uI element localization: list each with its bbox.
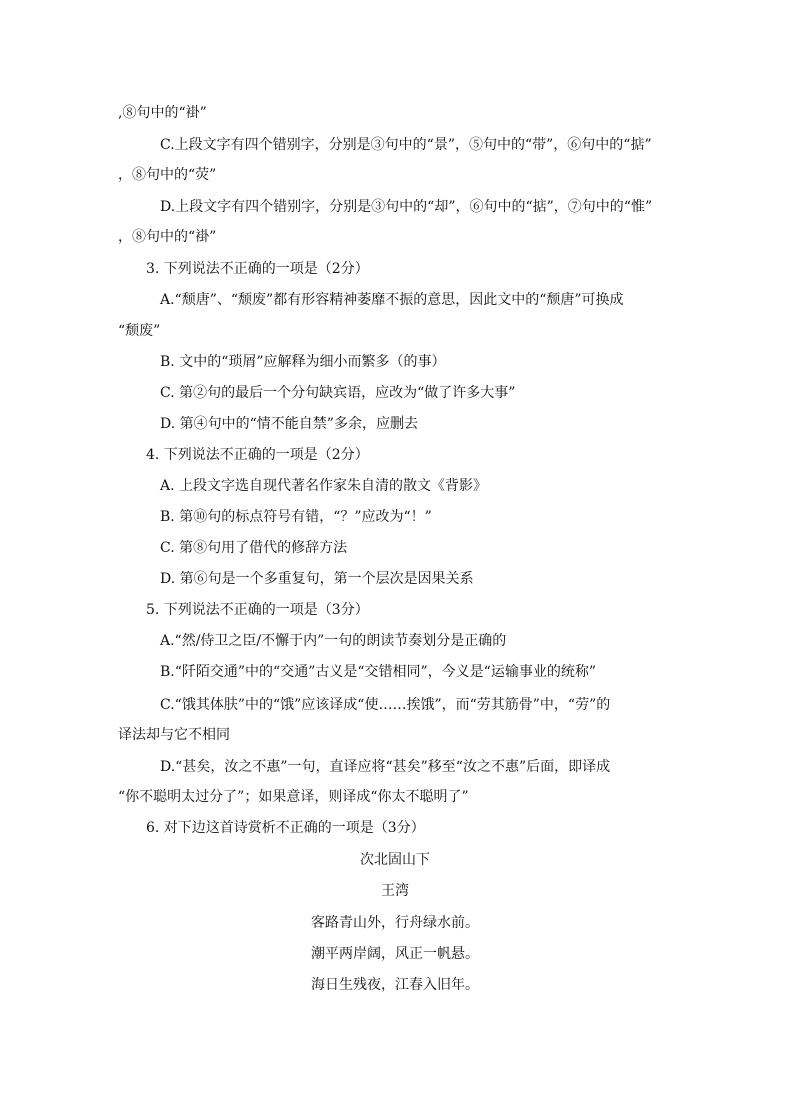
q3-option-c: C. 第②句的最后一个分句缺宾语，应改为“做了许多大事” xyxy=(160,385,516,401)
poem-line-2: 潮平两岸阔，风正一帆悬。 xyxy=(311,946,479,962)
option-c-text: C.上段文字有四个错别字，分别是③句中的“景”，⑤句中的“带”，⑥句中的“掂” xyxy=(160,137,652,153)
q5-option-a: A.“然/侍卫之臣/不懈于内”一句的朗读节奏划分是正确的 xyxy=(160,633,507,649)
q4-option-b: B. 第⑩句的标点符号有错，“？”应改为“！” xyxy=(160,509,432,525)
q3-option-a-continuation: “颓废” xyxy=(118,323,161,339)
option-d-continuation: ，⑧句中的“褂” xyxy=(118,229,217,245)
question-5: 5. 下列说法不正确的一项是（3分） xyxy=(146,602,369,618)
q5-option-b: B.“阡陌交通”中的“交通”古义是“交错相同”，今义是“运输事业的统称” xyxy=(160,664,596,680)
text-line-1: ,⑧句中的“褂” xyxy=(118,105,207,121)
option-c-continuation: ，⑧句中的“荧” xyxy=(118,167,217,183)
question-3: 3. 下列说法不正确的一项是（2分） xyxy=(146,261,369,277)
q4-option-c: C. 第⑧句用了借代的修辞方法 xyxy=(160,540,348,556)
question-4: 4. 下列说法不正确的一项是（2分） xyxy=(146,447,369,463)
q3-option-d: D. 第④句中的“情不能自禁”多余，应删去 xyxy=(160,416,418,432)
q5-option-d: D.“甚矣，汝之不惠”一句，直译应将“甚矣”移至“汝之不惠”后面，即译成 xyxy=(160,759,611,775)
poem-title: 次北固山下 xyxy=(360,852,430,868)
poem-author: 王湾 xyxy=(381,883,409,899)
q5-option-d-continuation: “你不聪明太过分了”；如果意译，则译成“你太不聪明了” xyxy=(118,789,469,805)
q3-option-a: A.“颓唐”、“颓废”都有形容精神萎靡不振的意思，因此文中的“颓唐”可换成 xyxy=(160,292,624,308)
poem-line-3: 海日生残夜，江春入旧年。 xyxy=(311,977,479,993)
q4-option-d: D. 第⑥句是一个多重复句，第一个层次是因果关系 xyxy=(160,571,474,587)
question-6: 6. 对下边这首诗赏析不正确的一项是（3分） xyxy=(146,820,425,836)
option-d-text: D.上段文字有四个错别字，分别是③句中的“却”，⑥句中的“掂”，⑦句中的“惟” xyxy=(160,199,653,215)
q5-option-c-continuation: 译法却与它不相同 xyxy=(118,727,230,743)
q3-option-b: B. 文中的“琐屑”应解释为细小而繁多（的事） xyxy=(160,354,446,370)
poem-line-1: 客路青山外，行舟绿水前。 xyxy=(311,915,479,931)
q4-option-a: A. 上段文字选自现代著名作家朱自清的散文《背影》 xyxy=(160,478,488,494)
q5-option-c: C.“饿其体肤”中的“饿”应该译成“使……挨饿”，而“劳其筋骨”中，“劳”的 xyxy=(160,697,611,713)
